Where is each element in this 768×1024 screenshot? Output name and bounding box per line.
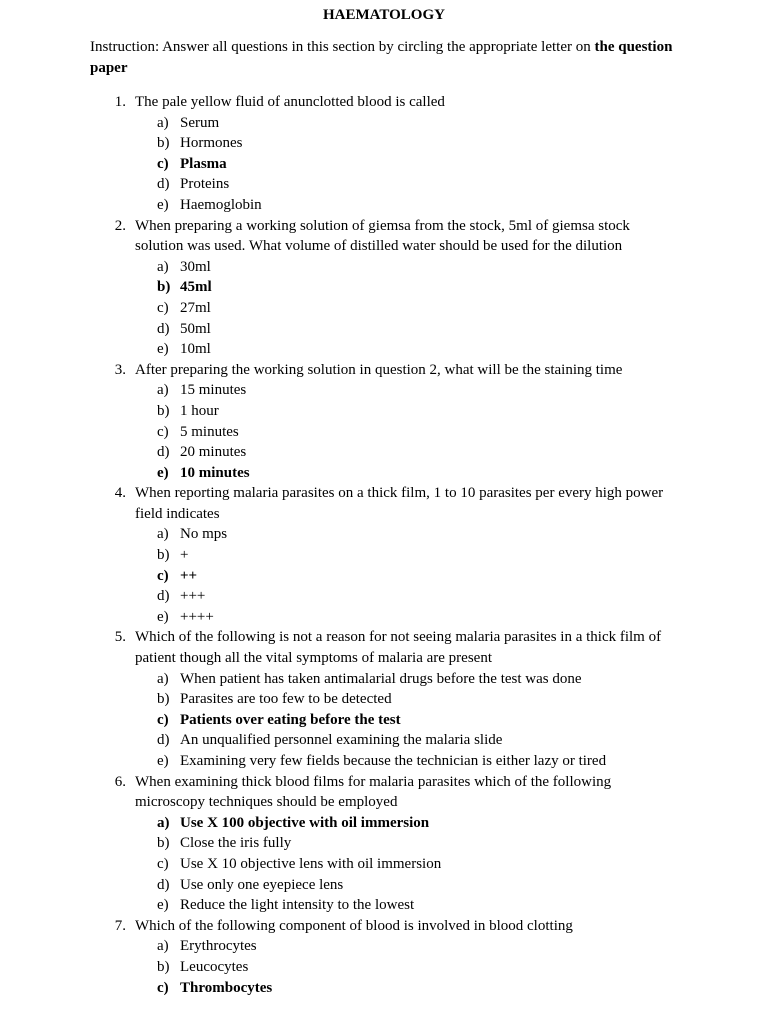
option-letter: a) <box>157 814 170 831</box>
option-letter: a) <box>157 258 169 275</box>
question-3 <box>0 360 768 484</box>
option-text: 10 minutes <box>180 464 250 481</box>
question-number: 2. <box>114 217 126 234</box>
question-text: Which of the following component of blood is involved in blood clotting <box>135 917 573 934</box>
option-letter: b) <box>157 958 170 975</box>
instruction-text: Instruction: Answer all questions in this section by circling the appropriate letter on <box>90 39 595 55</box>
option-letter: c) <box>157 423 169 440</box>
answer-option[interactable] <box>0 195 768 216</box>
option-letter: a) <box>157 382 169 399</box>
answer-option[interactable] <box>0 113 768 134</box>
question-number: 4. <box>114 485 126 502</box>
question-2 <box>0 216 768 360</box>
option-text: Use X 10 objective lens with oil immersion <box>180 855 442 872</box>
answer-option[interactable] <box>0 545 768 566</box>
answer-option[interactable] <box>0 380 768 401</box>
instruction-bold-text: the question paper <box>90 39 673 76</box>
answer-option[interactable] <box>0 730 768 751</box>
question-number: 6. <box>114 773 126 790</box>
option-text: 15 minutes <box>180 382 247 399</box>
option-letter: a) <box>157 114 169 131</box>
answer-option[interactable] <box>0 689 768 710</box>
option-text: Haemoglobin <box>180 196 262 213</box>
option-text: ++++ <box>180 608 214 625</box>
option-letter: e) <box>157 897 169 914</box>
option-text: 30ml <box>180 258 211 275</box>
option-letter: e) <box>157 608 169 625</box>
answer-option[interactable] <box>0 957 768 978</box>
option-letter: c) <box>157 299 169 316</box>
question-text: After preparing the working solution in question 2, what will be the staining time <box>135 361 623 378</box>
option-text: Examining very few fields because the technician is either lazy or tired <box>180 753 607 769</box>
answer-option[interactable] <box>0 936 768 957</box>
option-letter: b) <box>157 279 171 296</box>
question-number: 1. <box>114 94 126 110</box>
option-letter: c) <box>157 979 169 996</box>
option-text: ++ <box>180 567 198 584</box>
option-letter: b) <box>157 691 170 708</box>
option-letter: c) <box>157 155 169 172</box>
instruction-paragraph <box>90 37 690 79</box>
question-text: When reporting malaria parasites on a thick film, 1 to 10 parasites per every high power field indicates <box>135 485 664 522</box>
question-text: When preparing a working solution of giemsa from the stock, 5ml of giemsa stock solution was used. What volume of distilled water should be used for the dilution <box>135 217 630 255</box>
option-text: 1 hour <box>180 402 219 419</box>
option-letter: c) <box>157 711 169 728</box>
option-text: Thrombocytes <box>180 979 273 996</box>
answer-option[interactable] <box>0 174 768 195</box>
option-text: No mps <box>180 526 228 543</box>
answer-option[interactable] <box>0 401 768 422</box>
option-text: Serum <box>180 114 220 131</box>
option-text: An unqualified personnel examining the malaria slide <box>180 732 503 749</box>
answer-option[interactable] <box>0 669 768 690</box>
option-text: 10ml <box>180 341 211 358</box>
answer-option[interactable] <box>0 524 768 545</box>
option-text: Use only one eyepiece lens <box>180 876 344 893</box>
answer-option[interactable] <box>0 133 768 154</box>
answer-option[interactable] <box>0 875 768 896</box>
option-text: Leucocytes <box>180 958 249 975</box>
option-text: 20 minutes <box>180 444 247 461</box>
question-1 <box>0 92 768 216</box>
option-letter: d) <box>157 320 170 337</box>
question-text: Which of the following is not a reason for not seeing malaria parasites in a thick film of patient though all the vital symptoms of malaria are present <box>135 629 662 667</box>
option-letter: b) <box>157 835 170 852</box>
answer-option[interactable] <box>0 586 768 607</box>
option-text: Patients over eating before the test <box>180 711 401 728</box>
answer-option[interactable] <box>0 854 768 875</box>
option-text: 45ml <box>180 279 212 296</box>
question-5 <box>0 627 768 771</box>
answer-option[interactable] <box>0 607 768 628</box>
answer-option[interactable] <box>0 833 768 854</box>
answer-option[interactable] <box>0 339 768 360</box>
option-text: 5 minutes <box>180 423 239 440</box>
option-letter: e) <box>157 341 169 358</box>
answer-option-correct[interactable] <box>0 566 768 587</box>
option-text: Plasma <box>180 155 227 172</box>
option-letter: c) <box>157 855 169 872</box>
question-4 <box>0 483 768 627</box>
answer-option[interactable] <box>0 895 768 916</box>
option-text: Hormones <box>180 135 243 152</box>
question-text: The pale yellow fluid of anunclotted blood is called <box>135 94 445 110</box>
option-text: Proteins <box>180 176 230 193</box>
question-number: 5. <box>114 629 126 646</box>
option-letter: a) <box>157 938 169 955</box>
question-6 <box>0 772 768 916</box>
option-letter: d) <box>157 176 170 193</box>
option-text: + <box>180 547 189 564</box>
option-letter: c) <box>157 567 169 584</box>
answer-option-correct[interactable] <box>0 978 768 999</box>
option-text: 27ml <box>180 299 211 316</box>
answer-option-correct[interactable] <box>0 277 768 298</box>
option-text: Erythrocytes <box>180 938 257 955</box>
answer-option-correct[interactable] <box>0 813 768 834</box>
option-text: Use X 100 objective with oil immersion <box>180 814 430 831</box>
answer-option-correct[interactable] <box>0 154 768 175</box>
question-text: When examining thick blood films for malaria parasites which of the following microscopy techniques should be employed <box>135 773 612 811</box>
option-text: Parasites are too few to be detected <box>180 691 392 708</box>
option-letter: d) <box>157 444 170 461</box>
option-letter: b) <box>157 135 170 152</box>
answer-option[interactable] <box>0 422 768 443</box>
option-letter: a) <box>157 526 169 543</box>
answer-option[interactable] <box>0 319 768 340</box>
option-letter: e) <box>157 753 169 769</box>
option-text: Reduce the light intensity to the lowest <box>180 897 415 914</box>
question-number: 7. <box>114 917 126 934</box>
option-text: Close the iris fully <box>180 835 292 852</box>
answer-option-correct[interactable] <box>0 710 768 731</box>
option-letter: b) <box>157 547 170 564</box>
option-letter: d) <box>157 876 170 893</box>
option-letter: a) <box>157 670 169 687</box>
question-7 <box>0 916 768 998</box>
question-list <box>0 92 768 998</box>
page-title: HAEMATOLOGY <box>323 7 445 23</box>
question-number: 3. <box>114 361 126 378</box>
option-letter: d) <box>157 588 170 605</box>
option-letter: e) <box>157 464 169 481</box>
answer-option[interactable] <box>0 751 768 772</box>
answer-option[interactable] <box>0 298 768 319</box>
option-text: When patient has taken antimalarial drugs before the test was done <box>180 670 582 687</box>
option-text: 50ml <box>180 320 211 337</box>
answer-option[interactable] <box>0 257 768 278</box>
option-text: +++ <box>180 588 206 605</box>
option-letter: e) <box>157 196 169 213</box>
option-letter: d) <box>157 732 170 749</box>
option-letter: b) <box>157 402 170 419</box>
answer-option-correct[interactable] <box>0 463 768 484</box>
answer-option[interactable] <box>0 442 768 463</box>
